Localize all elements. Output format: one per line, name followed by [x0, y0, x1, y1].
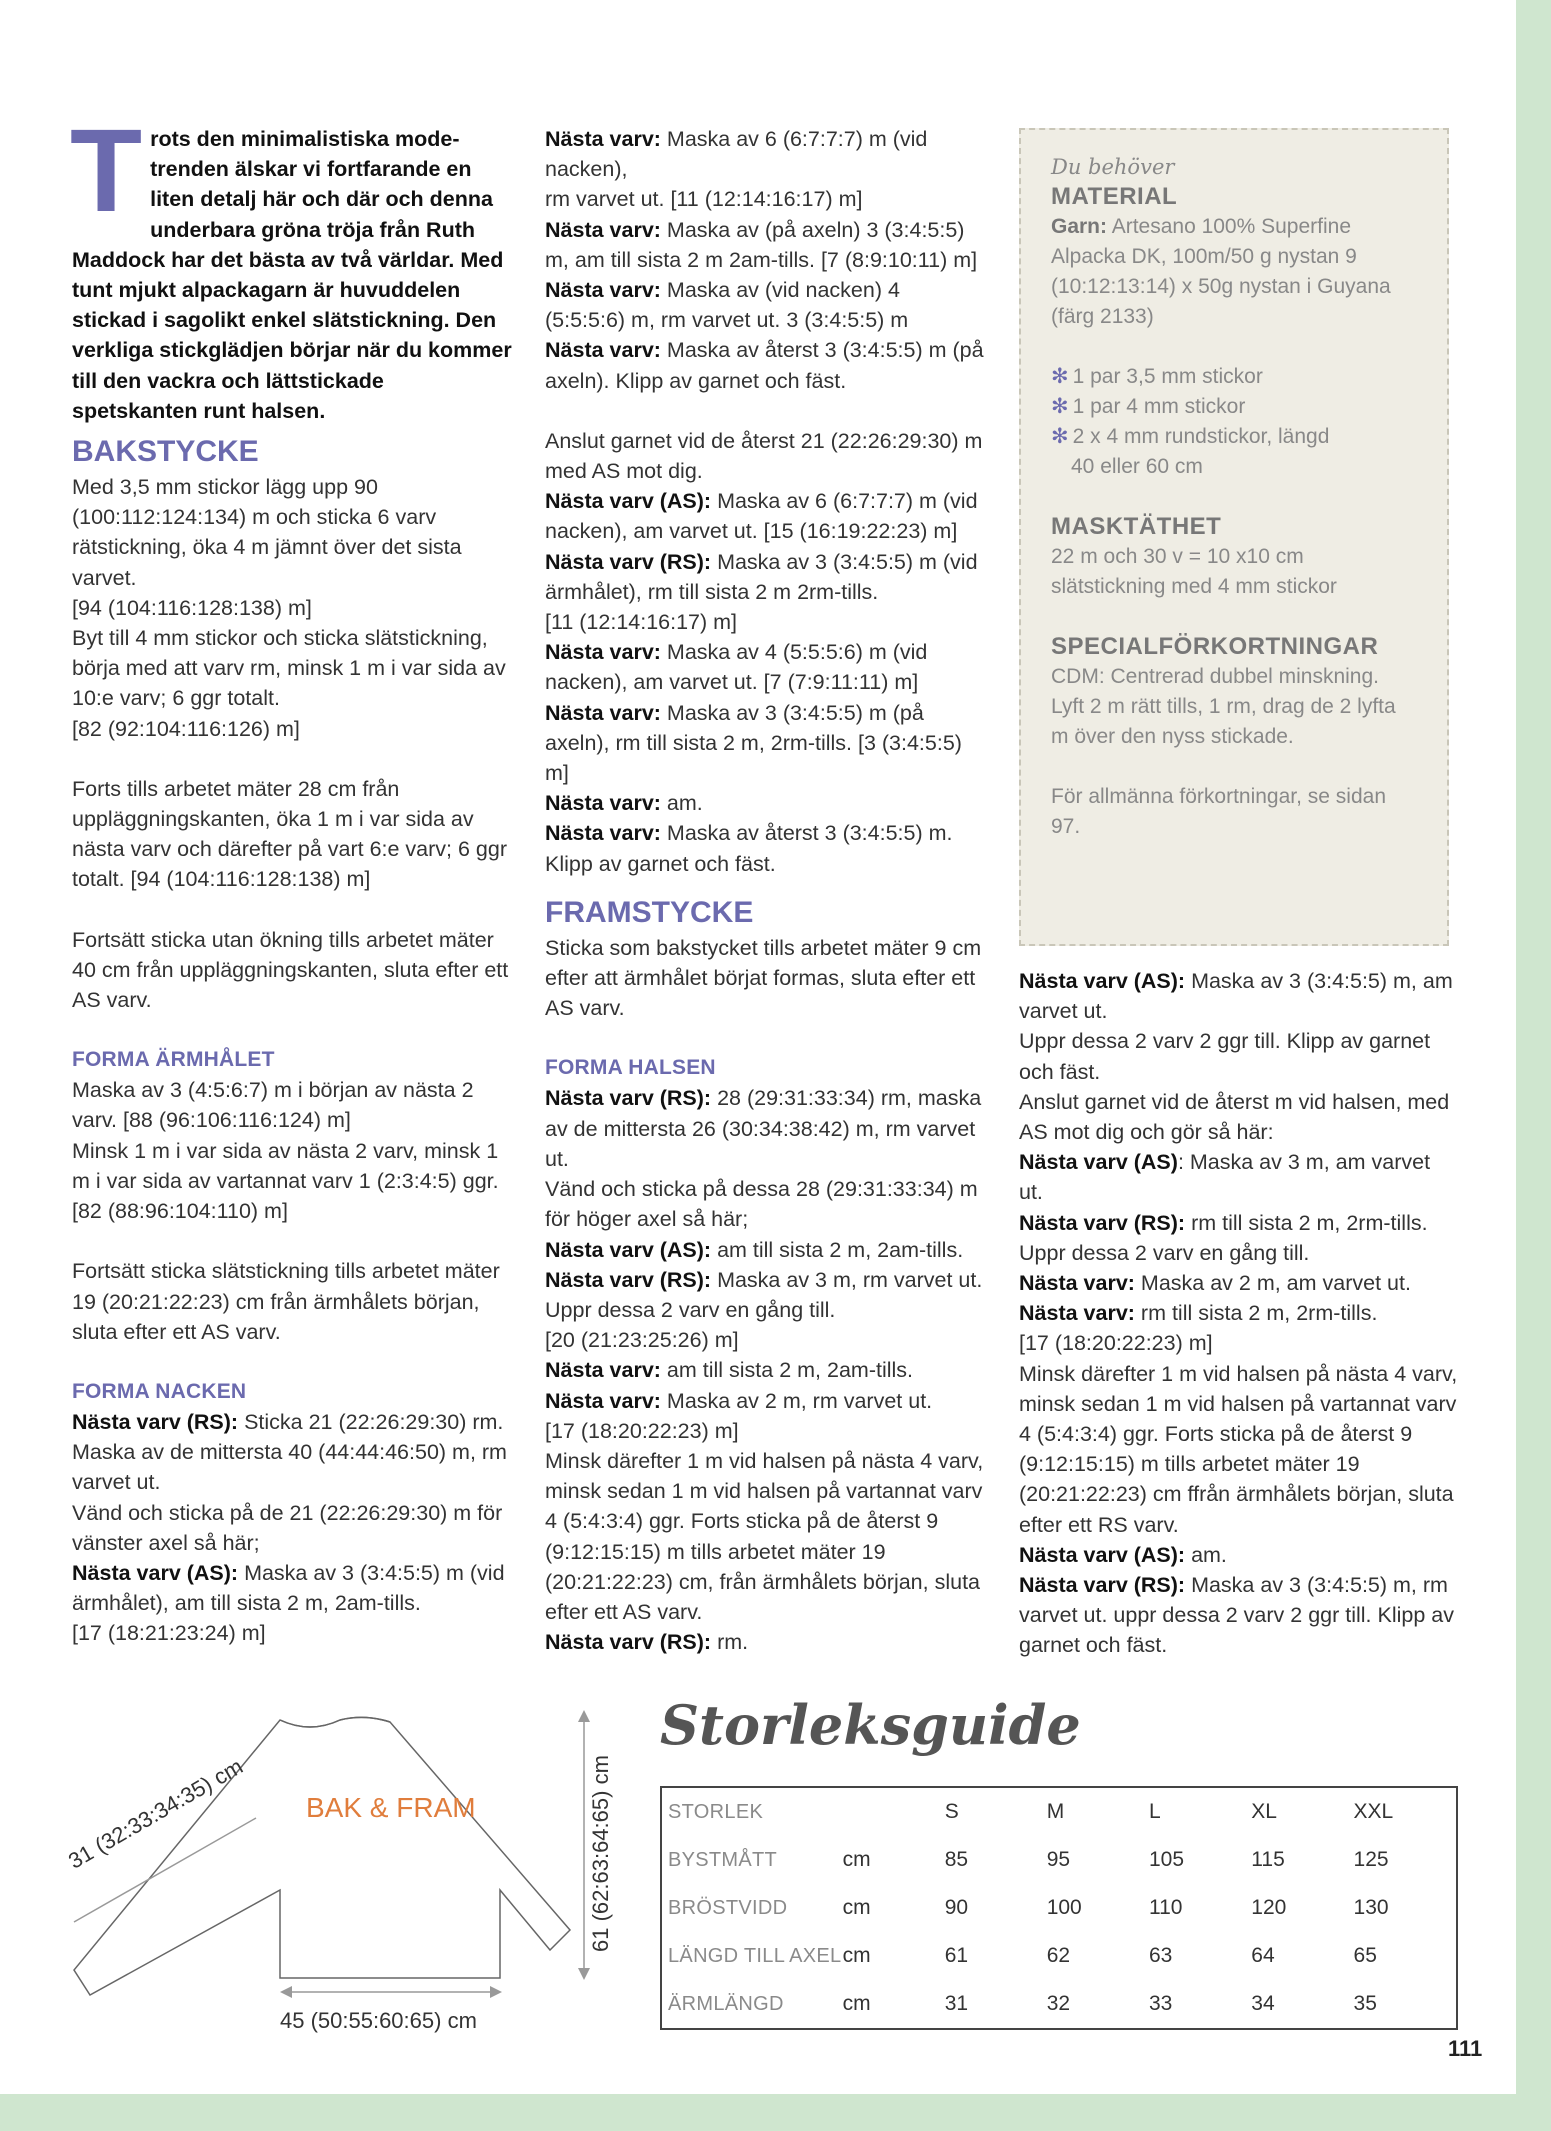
paragraph: [17 (18:20:22:23) m]: [1019, 1331, 1213, 1356]
list-item: ✻ 1 par 3,5 mm stickor: [1051, 365, 1263, 388]
value-cell: 32: [1046, 1992, 1071, 2015]
paragraph: Byt till 4 mm stickor och sticka slätstickning, börja med att varv rm, minsk 1 m i var sida av 10:e varv; 6 ggr totalt.: [72, 626, 506, 711]
heading-special: SPECIALFÖRKORTNINGAR: [1051, 633, 1379, 660]
value-cell: 33: [1148, 1992, 1173, 2015]
heading-masktathet: MASKTÄTHET: [1051, 513, 1222, 540]
value-cell: 90: [944, 1896, 969, 1919]
paragraph: Nästa varv: Maska av 6 (6:7:7:7) m (vid nacken),: [545, 127, 928, 182]
value-cell: 85: [944, 1848, 969, 1871]
size-table: [660, 1786, 1458, 2030]
paragraph: [17 (18:21:23:24) m]: [72, 1621, 266, 1646]
asterisk-icon: ✻: [1051, 395, 1069, 418]
size-cell: M: [1046, 1800, 1065, 1823]
paragraph: Nästa varv: Maska av (på axeln) 3 (3:4:5:5) m, am till sista 2 m 2am-tills. [7 (8:9:10:11) m]: [545, 217, 978, 272]
paragraph: Nästa varv: Maska av 3 (3:4:5:5) m (på axeln), rm till sista 2 m, 2rm-tills. [3 (3:4:5:5) m]: [545, 700, 962, 786]
row-label: BYSTMÅTT: [668, 1848, 778, 1871]
paragraph: [17 (18:20:22:23) m]: [545, 1418, 739, 1443]
paragraph: Nästa varv: Maska av återst 3 (3:4:5:5) m (på axeln). Klipp av garnet och fäst.: [545, 338, 984, 393]
unit-cell: cm: [842, 1944, 871, 1967]
sweater-schematic: [60, 1700, 620, 2060]
paragraph: Forts tills arbetet mäter 28 cm från uppläggningskanten, öka 1 m i var sida av nästa varv och därefter på vart 6:e varv; 6 ggr totalt. [94 (104:116:128:138) m]: [72, 776, 507, 892]
page-number: 111: [1448, 2036, 1483, 2061]
paragraph: Nästa varv (AS): Maska av 6 (6:7:7:7) m (vid nacken), am varvet ut. [15 (16:19:22:23) m]: [545, 489, 978, 544]
neck-edge: [280, 1717, 390, 1727]
paragraph: Fortsätt sticka slätstickning tills arbetet mäter 19 (20:21:22:23) cm från ärmhålets början, sluta efter ett AS varv.: [72, 1259, 500, 1344]
table-row: [661, 1932, 1457, 1980]
needles-list: [1051, 362, 1417, 482]
paragraph: Nästa varv (RS): rm till sista 2 m, 2rm-tills.: [1019, 1210, 1428, 1235]
value-cell: 100: [1046, 1896, 1082, 1919]
paragraph: Anslut garnet vid de återst 21 (22:26:29:30) m med AS mot dig.: [545, 428, 983, 484]
size-cell: XXL: [1353, 1800, 1394, 1823]
value-cell: 120: [1251, 1896, 1287, 1919]
paragraph: [82 (92:104:116:126) m]: [72, 716, 300, 741]
paragraph: Uppr dessa 2 varv en gång till.: [1019, 1240, 1310, 1265]
value-cell: 65: [1353, 1944, 1377, 1967]
paragraph: Nästa varv: Maska av 4 (5:5:5:6) m (vid nacken), am varvet ut. [7 (7:9:11:11) m]: [545, 640, 928, 695]
heading-forma-halsen: FORMA HALSEN: [545, 1056, 716, 1080]
intro-paragraph: Trots den minimalistiska mode-trenden älskar vi fortfarande en liten detalj här och där och denna underbara gröna tröja från Ruth Maddock har det bästa av två världar. Med tunt mjukt alpackagarn är huvuddelen stickad i sagolikt enkel slätstickning. Den verkliga stickglädjen börjar när du kommer till den vackra och lättstickade spetskanten runt halsen.: [70, 105, 512, 423]
heading-bakstycke: BAKSTYCKE: [72, 435, 259, 469]
header-cell: STORLEK: [668, 1800, 764, 1823]
unit-cell: cm: [842, 1896, 871, 1919]
paragraph: [94 (104:116:128:138) m]: [72, 595, 312, 620]
paragraph: [11 (12:14:16:17) m]: [545, 610, 738, 635]
materials-box: [1019, 128, 1449, 946]
value-cell: 95: [1046, 1848, 1071, 1871]
paragraph: Nästa varv (AS): Maska av 3 m, am varvet ut.: [1019, 1150, 1431, 1205]
size-cell: L: [1148, 1800, 1161, 1823]
paragraph: Sticka som bakstycket tills arbetet mäter 9 cm efter att ärmhålet börjat formas, sluta efter ett AS varv.: [545, 935, 982, 1021]
paragraph: Minsk därefter 1 m vid halsen på nästa 4 varv, minsk sedan 1 m vid halsen på vartannat varv 4 (5:4:3:4) ggr. Forts sticka på de återst 9 (9:12:15:15) m tills arbetet mäter 19 (20:21:22:23) cm, från ärmhålets början, sluta efter ett AS varv.: [545, 1448, 984, 1624]
list-item: ✻ 1 par 4 mm stickor: [1051, 395, 1246, 418]
paragraph: Vänd och sticka på dessa 28 (29:31:33:34) m för höger axel så här;: [545, 1177, 978, 1232]
unit-cell: cm: [842, 1848, 871, 1871]
table-row: [661, 1884, 1457, 1932]
list-item: ✻ 2 x 4 mm rundstickor, längd: [1051, 425, 1330, 448]
paragraph: Nästa varv (RS): rm.: [545, 1630, 749, 1655]
row-label: LÄNGD TILL AXEL: [668, 1944, 842, 1967]
asterisk-icon: ✻: [1051, 425, 1069, 448]
paragraph: Nästa varv: Maska av återst 3 (3:4:5:5) m. Klipp av garnet och fäst.: [545, 821, 953, 876]
value-cell: 61: [944, 1944, 969, 1967]
arrow-head-icon: [280, 1986, 292, 1998]
paragraph: Fortsätt sticka utan ökning tills arbetet mäter 40 cm från uppläggningskanten, sluta efter ett AS varv.: [72, 927, 509, 1013]
table-row: [661, 1836, 1457, 1884]
sweater-outline: [74, 1717, 570, 1995]
column-1: [70, 105, 512, 1649]
paragraph: Anslut garnet vid de återst m vid halsen, med AS mot dig och gör så här:: [1019, 1089, 1450, 1145]
size-cell: S: [944, 1800, 959, 1823]
height-measure: 61 (62:63:64:65) cm: [588, 1755, 613, 1952]
size-cell: XL: [1251, 1800, 1277, 1823]
value-cell: 125: [1353, 1848, 1389, 1871]
value-cell: 62: [1046, 1944, 1071, 1967]
paragraph: Nästa varv: Maska av 2 m, am varvet ut.: [1019, 1271, 1411, 1296]
paragraph: rm varvet ut. [11 (12:14:16:17) m]: [545, 187, 863, 212]
value-cell: 64: [1251, 1944, 1275, 1967]
general-abbreviations: För allmänna förkortningar, se sidan 97.: [1051, 785, 1387, 838]
table-header-row: [661, 1787, 1457, 1836]
heading-material: MATERIAL: [1051, 183, 1178, 210]
sleeve-measure: 31 (32:33:34:35) cm: [64, 1753, 248, 1874]
arrow-head-icon: [578, 1710, 590, 1722]
value-cell: 115: [1251, 1848, 1285, 1871]
table-row: [661, 1980, 1457, 2029]
paragraph: Nästa varv (RS): Sticka 21 (22:26:29:30) rm. Maska av de mittersta 40 (44:44:46:50) m, rm varvet ut.: [72, 1409, 507, 1495]
row-label: ÄRMLÄNGD: [668, 1992, 784, 2015]
column-2: [545, 124, 985, 1657]
paragraph: Maska av 3 (4:5:6:7) m i början av nästa 2 varv. [88 (96:106:116:124) m]: [72, 1078, 474, 1133]
value-cell: 31: [944, 1992, 969, 2015]
paragraph: Nästa varv (AS): Maska av 3 (3:4:5:5) m, am varvet ut.: [1019, 969, 1453, 1024]
paragraph: Nästa varv: am.: [545, 791, 703, 816]
heading-forma-armhalet: FORMA ÄRMHÅLET: [72, 1048, 275, 1072]
abbreviation-info: CDM: Centrerad dubbel minskning. Lyft 2 m rätt tills, 1 rm, drag de 2 lyfta m över den nyss stickade.: [1051, 665, 1396, 748]
box-title: Du behöver: [1051, 155, 1175, 179]
paragraph: Minsk därefter 1 m vid halsen på nästa 4 varv, minsk sedan 1 m vid halsen på vartannat varv 4 (5:4:3:4) ggr. Forts sticka på de återst 9 (9:12:15:15) m tills arbetet mäter 19 (20:21:22:23) cm ffrån ärmhålets början, sluta efter ett RS varv.: [1019, 1361, 1458, 1537]
value-cell: 35: [1353, 1992, 1377, 2015]
paragraph: [20 (21:23:25:26) m]: [545, 1328, 739, 1353]
yarn-info: Garn: Artesano 100% Superfine Alpacka DK, 100m/50 g nystan 9 (10:12:13:14) x 50g nystan i Guyana (färg 2133): [1051, 215, 1391, 328]
paragraph: Uppr dessa 2 varv 2 ggr till. Klipp av garnet och fäst.: [1019, 1029, 1431, 1084]
sizeguide-title: Storleksguide: [660, 1693, 1081, 1757]
value-cell: 63: [1148, 1944, 1173, 1967]
paragraph: Nästa varv: Maska av (vid nacken) 4 (5:5:5:6) m, rm varvet ut. 3 (3:4:5:5) m: [545, 278, 909, 333]
paragraph: Nästa varv: am till sista 2 m, 2am-tills.: [545, 1358, 914, 1383]
heading-forma-nacken: FORMA NACKEN: [72, 1379, 247, 1403]
paragraph: Nästa varv: rm till sista 2 m, 2rm-tills.: [1019, 1301, 1378, 1326]
width-measure: 45 (50:55:60:65) cm: [280, 2008, 477, 2033]
paragraph: Nästa varv (RS): Maska av 3 m, rm varvet ut.: [545, 1267, 983, 1292]
arrow-head-icon: [578, 1968, 590, 1980]
paragraph: Nästa varv (AS): am till sista 2 m, 2am-tills.: [545, 1237, 964, 1262]
arrow-head-icon: [490, 1986, 502, 1998]
schematic-label: BAK & FRAM: [306, 1792, 476, 1823]
value-cell: 110: [1148, 1896, 1183, 1919]
value-cell: 34: [1251, 1992, 1275, 2015]
row-label: BRÖSTVIDD: [668, 1896, 788, 1919]
paragraph: Nästa varv (RS): Maska av 3 (3:4:5:5) m, rm varvet ut. uppr dessa 2 varv 2 ggr till. Klipp av garnet och fäst.: [1019, 1573, 1454, 1658]
drop-cap: T: [70, 105, 143, 237]
heading-framstycke: FRAMSTYCKE: [545, 895, 754, 929]
paragraph: Vänd och sticka på de 21 (22:26:29:30) m för vänster axel så här;: [72, 1500, 503, 1555]
value-cell: 105: [1148, 1848, 1185, 1871]
paragraph: Nästa varv (RS): 28 (29:31:33:34) rm, maska av de mittersta 26 (30:34:38:42) m, rm varvet ut.: [545, 1086, 982, 1171]
value-cell: 130: [1353, 1896, 1389, 1919]
paragraph: Med 3,5 mm stickor lägg upp 90 (100:112:124:134) m och sticka 6 varv rätstickning, öka 4 m jämnt över det sista varvet.: [72, 475, 462, 590]
unit-cell: cm: [842, 1992, 871, 2015]
column-3: [1019, 966, 1459, 1661]
paragraph: Uppr dessa 2 varv en gång till.: [545, 1297, 836, 1322]
paragraph: Nästa varv (AS): am.: [1019, 1542, 1227, 1567]
paragraph: Nästa varv: Maska av 2 m, rm varvet ut.: [545, 1388, 933, 1413]
gauge-info: 22 m och 30 v = 10 x10 cm slätstickning med 4 mm stickor: [1051, 545, 1337, 598]
paragraph: [82 (88:96:104:110) m]: [72, 1199, 288, 1224]
paragraph: Nästa varv (AS): Maska av 3 (3:4:5:5) m (vid ärmhålet), am till sista 2 m, 2am-tills.: [72, 1560, 505, 1616]
paragraph: Nästa varv (RS): Maska av 3 (3:4:5:5) m (vid ärmhålet), rm till sista 2 m 2rm-tills.: [545, 549, 978, 604]
list-item: 40 eller 60 cm: [1071, 455, 1203, 478]
asterisk-icon: ✻: [1051, 365, 1069, 388]
paragraph: Minsk 1 m i var sida av nästa 2 varv, minsk 1 m i var sida av vartannat varv 1 (2:3:4:5) ggr.: [72, 1138, 499, 1193]
